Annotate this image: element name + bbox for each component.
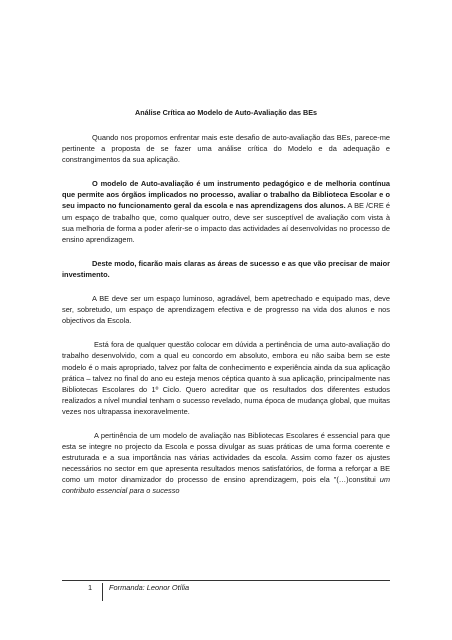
paragraph-1: Quando nos propomos enfrentar mais este desafio de auto-avaliação das BEs, parece-me pertinente a proposta de se fazer uma análise crítica do Modelo e da adequação e constrangimentos da sua aplicação. [62, 133, 390, 165]
document-title: Análise Crítica ao Modelo de Auto-Avaliação das BEs [135, 108, 317, 117]
paragraph-5: Está fora de qualquer questão colocar em dúvida a pertinência de uma auto-avaliação do trabalho desenvolvido, com a qual eu concordo em absoluto, embora eu não saiba bem se este modelo é o mais apropriado, talvez por falta de conhecimento e experiência ainda da sua aplicação prática – talvez no final do ano eu esteja menos céptica quanto à sua aplicação, principalmente nas Bibliotecas Escolares do 1º Ciclo. Quero acreditar que os resultados dos diferentes estudos realizados a nível mundial tenham o sucesso revelado, numa época de mudança global, que muitas vezes nos ultrapassa inexoravelmente. [62, 340, 390, 416]
page-number: 1 [88, 583, 93, 592]
paragraph-2-rest: A BE /CRE é um espaço de trabalho que, como qualquer outro, deve ser susceptível de avaliação com vista à sua melhoria de forma a poder aferir-se o impacto das actividades aí desenvolvidas no processo de ensino aprendizagem. [62, 201, 391, 244]
paragraph-6 [62, 430, 390, 497]
paragraph-2 [62, 178, 390, 245]
paragraph-6-italic: um contributo essencial para o sucesso [62, 475, 390, 496]
footer-separator [102, 583, 103, 601]
paragraph-6-text: A pertinência de um modelo de avaliação nas Bibliotecas Escolares é essencial para que esta se integre no projecto da Escola e possa divulgar as suas práticas de uma forma coerente e estruturada e a sua importância nas várias actividades da escola. Assim como fazer os ajustes necessários no sector em que apresenta resultados menos satisfatórios, de forma a reforçar a BE como um motor dinamizador do processo de ensino aprendizagem, pois ela "(…)constitui [62, 430, 390, 485]
page-footer [88, 583, 189, 599]
footer-divider [62, 580, 390, 581]
footer-author: Formanda: Leonor Otília [109, 583, 190, 592]
paragraph-3: Deste modo, ficarão mais claras as áreas de sucesso e as que vão precisar de maior investimento. [62, 258, 390, 279]
paragraph-4: A BE deve ser um espaço luminoso, agradável, bem apetrechado e equipado mas, deve ser, sobretudo, um espaço de aprendizagem efectiva e de progresso na vida dos alunos e nos objectivos da Escola. [62, 294, 390, 326]
paragraph-2-bold: O modelo de Auto-avaliação é um instrumento pedagógico e de melhoria contínua que permite aos órgãos implicados no processo, avaliar o trabalho da Biblioteca Escolar e o seu impacto no funcionamento geral da escola e nas aprendizagens dos alunos. [62, 179, 390, 211]
document-body [62, 108, 390, 510]
